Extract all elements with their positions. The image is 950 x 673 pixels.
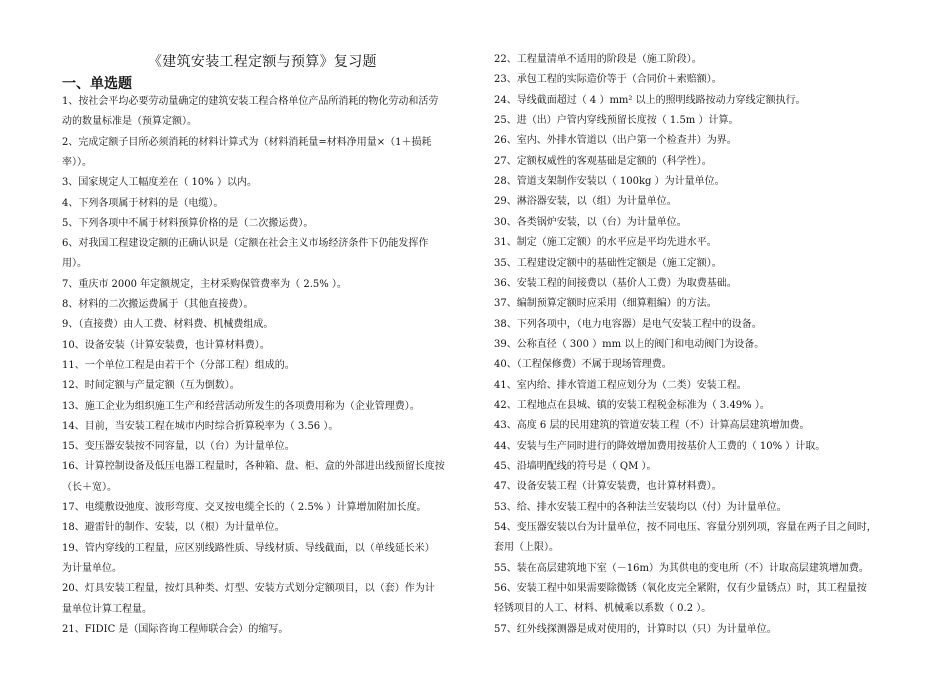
section-heading: 一、单选题 bbox=[62, 76, 132, 92]
question-line: 12、时间定额与产量定额（互为倒数）。 bbox=[62, 380, 240, 392]
question-line: 1、按社会平均必要劳动量确定的建筑安装工程合格单位产品所消耗的物化劳动和活劳 bbox=[62, 96, 439, 107]
question-line: 39、公称直径（ 300 ）mm 以上的阀门和电动阀门为设备。 bbox=[494, 338, 765, 350]
question-line: 16、计算控制设备及低压电器工程量时，各种箱、盘、柜、盒的外部进出线预留长度按 bbox=[62, 461, 445, 473]
question-line: 36、安装工程的间接费以（基价人工费）为取费基础。 bbox=[494, 277, 737, 289]
question-line: 27、定额权威性的客观基础是定额的（科学性）。 bbox=[494, 155, 712, 167]
question-line: 用）。 bbox=[62, 258, 87, 270]
question-line: 为计量单位。 bbox=[62, 562, 122, 574]
question-line: 57、红外线探测器是成对使用的，计算时以（只）为计量单位。 bbox=[494, 623, 777, 635]
question-line: 42、工程地点在县城、镇的安装工程税金标准为（ 3.49% ）。 bbox=[494, 399, 770, 411]
question-line: 11、一个单位工程是由若干个（分部工程）组成的。 bbox=[62, 359, 295, 371]
question-line: 14、目前，当安装工程在城市内时综合折算税率为（ 3.56 ）。 bbox=[62, 420, 339, 432]
question-line: 4、下列各项属于材料的是（电缆）。 bbox=[62, 197, 224, 209]
question-line: 8、材料的二次搬运费属于（其他直接费）。 bbox=[62, 299, 254, 310]
question-line: 56、安装工程中如果需要除微锈（氧化皮完全紧附，仅有少量锈点）时，其工程量按 bbox=[494, 583, 867, 595]
question-line: 18、避雷针的制作、安装，以（根）为计量单位。 bbox=[62, 522, 285, 534]
question-line: 24、导线截面超过（ 4 ）mm² 以上的照明线路按动力穿线定额执行。 bbox=[494, 94, 806, 106]
question-line: 26、室内、外排水管道以（出户第一个检查井）为界。 bbox=[494, 135, 737, 147]
question-line: 15、变压器安装按不同容量，以（台）为计量单位。 bbox=[62, 441, 295, 453]
question-line: 28、管道支架制作安装以（ 100kg ）为计量单位。 bbox=[494, 176, 725, 188]
question-line: 22、工程量清单不适用的阶段是（施工阶段）。 bbox=[494, 54, 702, 65]
question-line: 量单位计算工程量。 bbox=[62, 603, 152, 615]
question-line: 40、（工程保修费）不属于现场管理费。 bbox=[494, 359, 672, 371]
question-line: 20、灯具安装工程量，按灯具种类、灯型、安装方式划分定额项目，以（套）作为计 bbox=[62, 583, 435, 595]
question-line: 13、施工企业为组织施工生产和经营活动所发生的各项费用称为（企业管理费）。 bbox=[62, 400, 420, 412]
question-line: 3、国家规定人工幅度差在（ 10% ）以内。 bbox=[62, 177, 257, 189]
question-line: 38、下列各项中，（电力电容器）是电气安装工程中的设备。 bbox=[494, 318, 762, 330]
question-line: 53、给、排水安装工程中的各种法兰安装均以（付）为计量单位。 bbox=[494, 501, 787, 513]
question-line: 54、变压器安装以台为计量单位，按不同电压、容量分别列项，容量在两子目之间时， bbox=[494, 522, 877, 534]
question-line: 套用（上限）。 bbox=[494, 542, 559, 554]
question-line: 5、下列各项中不属于材料预算价格的是（二次搬运费）。 bbox=[62, 217, 314, 229]
page-title: 《建筑安装工程定额与预算》复习题 bbox=[148, 54, 377, 70]
question-line: 7、重庆市 2000 年定额规定，主材采购保管费率为（ 2.5% ）。 bbox=[62, 278, 347, 290]
question-line: 41、室内给、排水管道工程应划分为（二类）安装工程。 bbox=[494, 379, 747, 391]
question-line: 率））。 bbox=[62, 156, 92, 168]
question-line: 动的数量标准是（预算定额）。 bbox=[62, 116, 197, 128]
question-line: 44、安装与生产同时进行的降效增加费用按基价人工费的（ 10% ）计取。 bbox=[494, 440, 826, 452]
question-line: 35、工程建设定额中的基础性定额是（施工定额）。 bbox=[494, 257, 722, 269]
question-line: 2、完成定额子目所必须消耗的材料计算式为（材料消耗量=材料净用量×（1＋损耗 bbox=[62, 136, 432, 148]
question-line: 19、管内穿线的工程量，应区别线路性质、导线材质、导线截面，以（单线延长米） bbox=[62, 542, 435, 554]
question-line: 30、各类锅炉安装，以（台）为计量单位。 bbox=[494, 216, 687, 228]
question-line: 31、制定（施工定额）的水平应是平均先进水平。 bbox=[494, 237, 717, 249]
question-line: 23、承包工程的实际造价等于（合同价＋索赔额）。 bbox=[494, 74, 722, 86]
question-line: 47、设备安装工程（计算安装费，也计算材料费）。 bbox=[494, 481, 722, 493]
question-line: 45、沿墙明配线的符号是（ QM ）。 bbox=[494, 461, 657, 472]
question-line: 10、设备安装（计算安装费，也计算材料费）。 bbox=[62, 339, 270, 351]
question-line: 43、高度 6 层的民用建筑的管道安装工程（不）计算高层建筑增加费。 bbox=[494, 420, 810, 432]
question-line: 29、淋浴器安装，以（组）为计量单位。 bbox=[494, 196, 677, 208]
question-line: 轻锈项目的人工、材料、机械乘以系数（ 0.2 ）。 bbox=[494, 603, 712, 615]
question-line: 55、装在高层建筑地下室（－16m）为其供电的变电所（不）计取高层建筑增加费。 bbox=[494, 562, 869, 574]
question-line: （长＋宽）。 bbox=[62, 481, 117, 493]
question-line: 37、编制预算定额时应采用（细算粗编）的方法。 bbox=[494, 298, 717, 310]
question-line: 21、FIDIC 是（国际咨询工程师联合会）的缩写。 bbox=[62, 623, 289, 635]
question-line: 6、对我国工程建设定额的正确认识是（定额在社会主义市场经济条件下仍能发挥作 bbox=[62, 238, 429, 250]
question-line: 25、进（出）户管内穿线预留长度按（ 1.5m ）计算。 bbox=[494, 115, 739, 127]
question-line: 9、（直接费）由人工费、材料费、机械费组成。 bbox=[62, 319, 274, 331]
question-line: 17、电缆敷设弛度、波形弯度、交叉按电缆全长的（ 2.5% ）计算增加附加长度。 bbox=[62, 502, 427, 513]
